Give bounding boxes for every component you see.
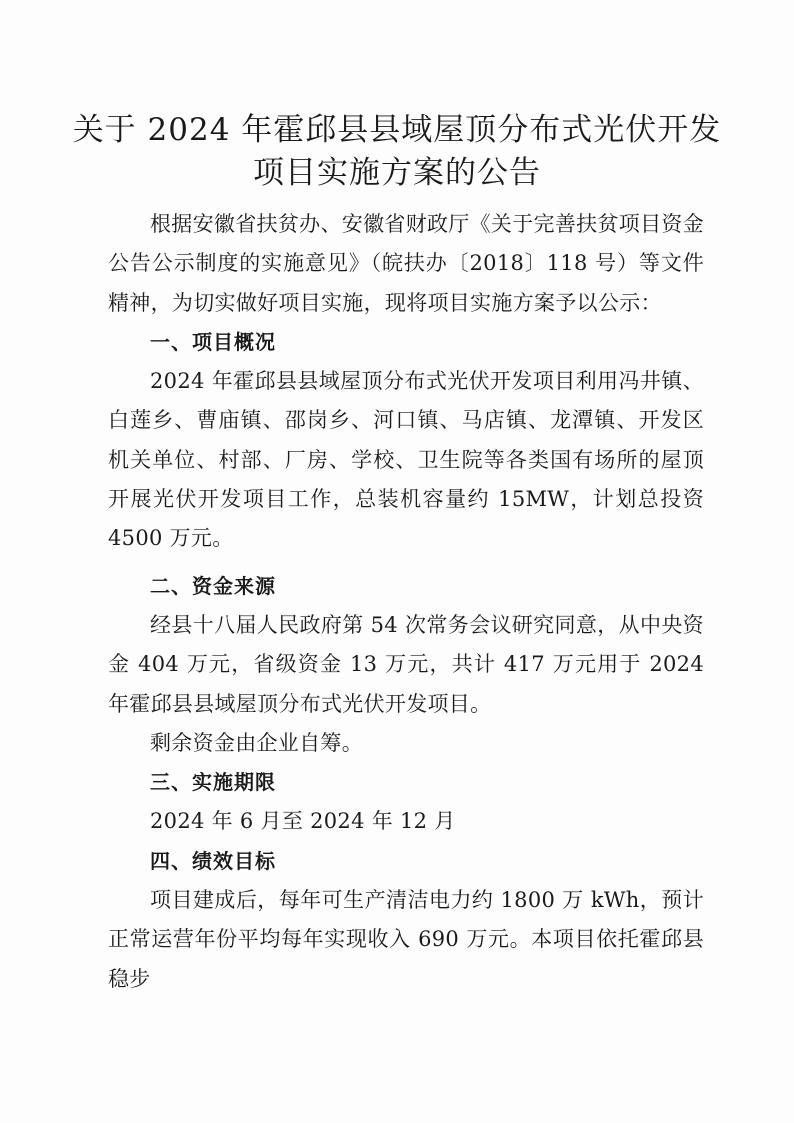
section-paragraph-funding-2: 剩余资金由企业自筹。 [150, 730, 363, 755]
section-paragraph-period: 2024 年 6 月至 2024 年 12 月 [150, 809, 456, 834]
document-title-line-1: 关于 2024 年霍邱县县域屋顶分布式光伏开发 [72, 112, 722, 148]
section-heading-goals: 四、绩效目标 [150, 848, 276, 873]
section-heading-period: 三、实施期限 [150, 770, 276, 795]
document-body [108, 205, 704, 999]
section-paragraph-goals: 项目建成后，每年可生产清洁电力约 1800 万 kWh，预计正常运营年份平均每年实现收入 690 万元。本项目依托霍邱县稳步 [108, 888, 704, 991]
section-heading-overview: 一、项目概况 [150, 329, 276, 354]
intro-paragraph: 根据安徽省扶贫办、安徽省财政厅《关于完善扶贫项目资金公告公示制度的实施意见》（皖扶办〔2018〕118 号）等文件精神，为切实做好项目实施，现将项目实施方案予以公示： [108, 212, 704, 315]
section-paragraph-overview: 2024 年霍邱县县域屋顶分布式光伏开发项目利用冯井镇、白莲乡、曹庙镇、邵岗乡、河口镇、马店镇、龙潭镇、开发区机关单位、村部、厂房、学校、卫生院等各类国有场所的屋顶开展光伏开发项目工作，总装机容量约 15MW，计划总投资 4500 万元。 [108, 369, 704, 551]
document-title-line-2: 项目实施方案的公告 [253, 155, 541, 191]
spacer [108, 559, 704, 567]
section-paragraph-funding-1: 经县十八届人民政府第 54 次常务会议研究同意，从中央资金 404 万元，省级资金 13 万元，共计 417 万元用于 2024 年霍邱县县域屋顶分布式光伏开发项目。 [108, 612, 704, 716]
section-heading-funding: 二、资金来源 [150, 573, 276, 598]
